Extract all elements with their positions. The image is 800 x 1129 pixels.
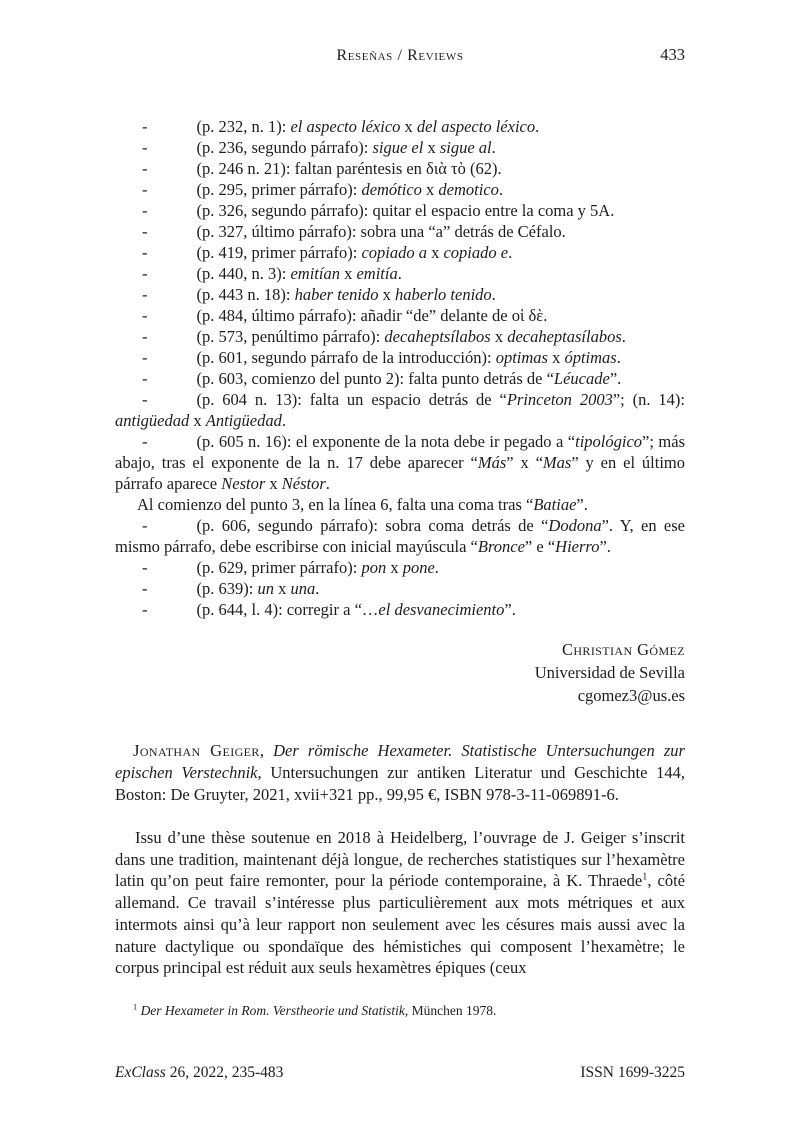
item-marker: - [142, 138, 148, 157]
item-text: (p. 644, l. 4): corregir a “…el desvanecimiento”. [196, 600, 516, 619]
correction-item [115, 389, 685, 431]
correction-item [115, 158, 685, 179]
item-text: (p. 603, comienzo del punto 2): falta punto detrás de “Léucade”. [196, 369, 622, 388]
reviewer-affiliation: Universidad de Sevilla [534, 663, 685, 682]
correction-item [115, 221, 685, 242]
item-marker: - [142, 201, 148, 220]
correction-item [115, 494, 685, 515]
item-text: (p. 484, último párrafo): añadir “de” delante de οἱ δὲ. [196, 306, 548, 325]
correction-item [115, 305, 685, 326]
item-marker: - [142, 600, 148, 619]
item-marker: - [142, 264, 148, 283]
correction-item [115, 242, 685, 263]
correction-item [115, 284, 685, 305]
item-text: (p. 605 n. 16): el exponente de la nota debe ir pegado a “tipológico”; más abajo, tras el exponente de la n. 17 debe aparecer “Más” x “Mas” y en el último párrafo aparece Nestor x Néstor. [115, 432, 685, 493]
reviewer-name: Christian Gómez [561, 640, 685, 659]
review-heading: Jonathan Geiger, Der römische Hexameter. Statistische Untersuchungen zur epischen Verstechnik, Untersuchungen zur antiken Literatur und Geschichte 144, Boston: De Gruyter, 2021, xvii+321 pp., 99,95 €, ISBN 978-3-11-069891-6. [115, 741, 685, 804]
correction-item [115, 431, 685, 494]
item-text: (p. 327, último párrafo): sobra una “a” detrás de Céfalo. [196, 222, 566, 241]
item-marker: - [142, 327, 148, 346]
signature-block [115, 638, 685, 707]
page-number: 433 [660, 45, 685, 64]
correction-item [115, 347, 685, 368]
reviewer-email: cgomez3@us.es [577, 686, 685, 705]
correction-item [115, 116, 685, 137]
item-text: (p. 606, segundo párrafo): sobra coma detrás de “Dodona”. Y, en ese mismo párrafo, debe escribirse con inicial mayúscula “Bronce” e “Hierro”. [115, 516, 685, 556]
item-marker: - [142, 516, 148, 535]
item-marker: - [142, 369, 148, 388]
item-text: (p. 440, n. 3): emitían x emitía. [196, 264, 402, 283]
item-marker: - [142, 348, 148, 367]
correction-item [115, 578, 685, 599]
running-title: Reseñas / Reviews [336, 47, 464, 64]
correction-item [115, 137, 685, 158]
item-text: (p. 573, penúltimo párrafo): decaheptsílabos x decaheptasílabos. [196, 327, 626, 346]
correction-item [115, 200, 685, 221]
correction-item [115, 326, 685, 347]
item-marker: - [142, 117, 148, 136]
journal-citation: ExClass 26, 2022, 235-483 [115, 1064, 284, 1081]
item-marker: - [142, 390, 148, 409]
correction-item [115, 557, 685, 578]
correction-item [115, 179, 685, 200]
item-marker: - [142, 180, 148, 199]
issn: ISSN 1699-3225 [580, 1064, 685, 1081]
item-text: (p. 326, segundo párrafo): quitar el espacio entre la coma y 5A. [196, 201, 615, 220]
item-text: (p. 629, primer párrafo): pon x pone. [196, 558, 439, 577]
correction-item [115, 515, 685, 557]
item-text: (p. 232, n. 1): el aspecto léxico x del aspecto léxico. [196, 117, 540, 136]
page-footer [115, 1063, 685, 1082]
footnote: $^1$ Der Hexameter in Rom. Verstheorie und Statistik, München 1978. [133, 1002, 497, 1018]
item-marker: - [142, 558, 148, 577]
item-text: (p. 236, segundo párrafo): sigue el x sigue al. [196, 138, 496, 157]
item-marker: - [142, 432, 148, 451]
page-header [115, 44, 685, 65]
corrections-list [115, 116, 685, 620]
item-text: (p. 419, primer párrafo): copiado a x copiado e. [196, 243, 513, 262]
correction-item [115, 599, 685, 620]
correction-item [115, 368, 685, 389]
item-marker: - [142, 306, 148, 325]
correction-item [115, 263, 685, 284]
item-text: (p. 295, primer párrafo): demótico x demotico. [196, 180, 504, 199]
item-text: (p. 246 n. 21): faltan paréntesis en διὰ τὸ (62). [196, 159, 502, 178]
item-text: Al comienzo del punto 3, en la línea 6, falta una coma tras “Batiae”. [137, 495, 588, 514]
item-marker: - [142, 243, 148, 262]
item-marker: - [142, 159, 148, 178]
item-text: (p. 604 n. 13): falta un espacio detrás de “Princeton 2003”; (n. 14): antigüedad x Antigüedad. [115, 390, 686, 430]
text-block [115, 0, 685, 1019]
item-text: (p. 639): un x una. [196, 579, 320, 598]
item-text: (p. 443 n. 18): haber tenido x haberlo tenido. [196, 285, 496, 304]
item-marker: - [142, 579, 148, 598]
item-marker: - [142, 222, 148, 241]
item-text: (p. 601, segundo párrafo de la introducción): optimas x óptimas. [196, 348, 621, 367]
review-paragraph: Issu d’une thèse soutenue en 2018 à Heidelberg, l’ouvrage de J. Geiger s’inscrit dans une tradition, maintenant déjà longue, de recherches statistiques sur l’hexamètre latin qu’on peut faire remonter, pour la période contemporaine, à K. Thraede$^1$, côté allemand. Ce travail s’intéresse plus particulièrement aux mots métriques et aux intermots ainsi qu’à leur rapport non seulement avec les césures mais aussi avec la nature dactylique ou spondaïque des hémistiches qui composent l’hexamètre; le corpus principal est réduit aux seuls hexamètres épiques (ceux [115, 828, 686, 978]
item-marker: - [142, 285, 148, 304]
